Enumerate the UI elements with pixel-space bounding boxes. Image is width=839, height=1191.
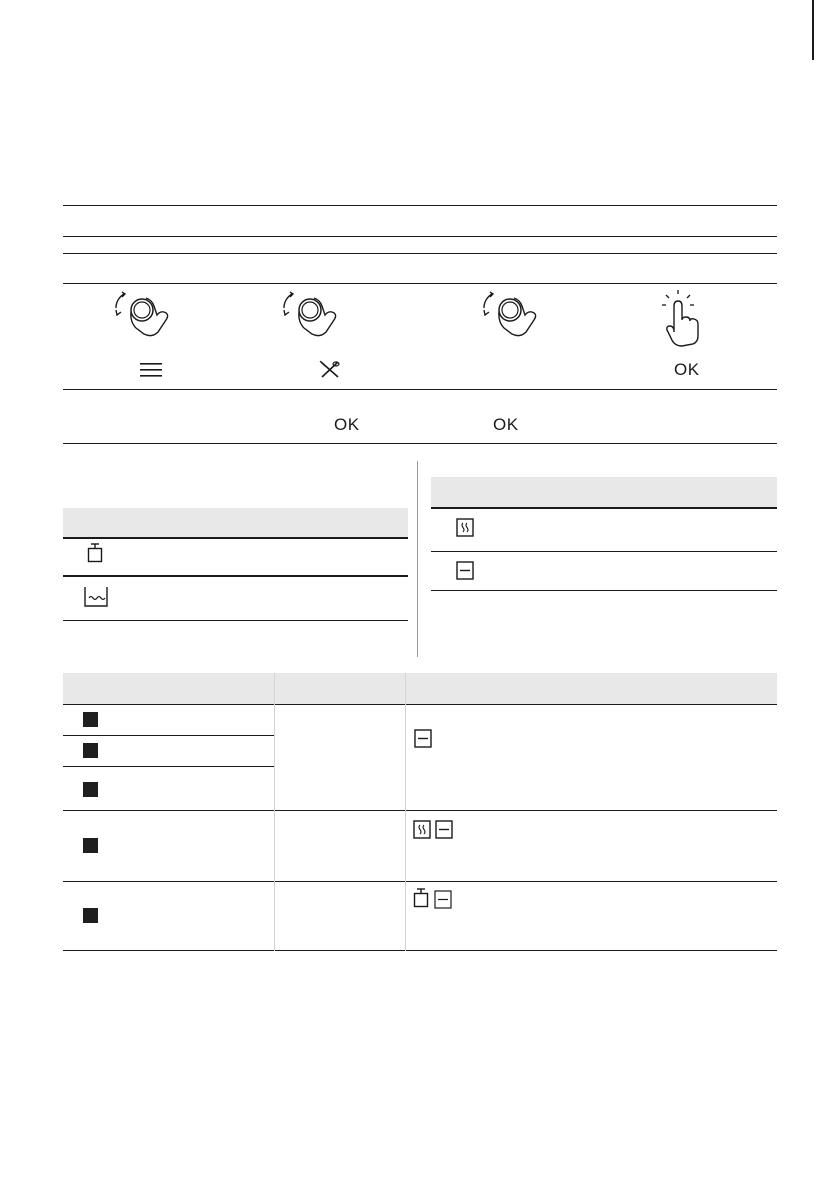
rule: [63, 236, 777, 237]
steam-box-icon: [413, 820, 431, 844]
column-divider: [417, 461, 418, 657]
heat-box-icon: [435, 820, 453, 844]
rule: [63, 283, 777, 284]
rule: [431, 551, 777, 552]
rule: [63, 766, 274, 767]
rule: [431, 507, 777, 509]
ok-label: OK: [334, 415, 360, 434]
margin-line: [812, 0, 814, 60]
cutlery-icon: [319, 360, 341, 383]
table-header: [63, 508, 408, 537]
rule: [63, 575, 408, 577]
row-marker: [83, 908, 98, 923]
column-divider: [405, 673, 406, 951]
turn-knob-hand-icon: [276, 286, 356, 381]
step-turn-knob: [476, 286, 596, 381]
water-tray-icon: [84, 586, 108, 613]
heat-box-icon: [414, 729, 432, 753]
rule: [63, 537, 408, 539]
column-divider: [274, 673, 275, 951]
row-marker: [83, 743, 98, 758]
rule: [63, 253, 777, 254]
heat-box-icon: [456, 561, 474, 585]
turn-knob-hand-icon: [476, 286, 556, 381]
rule: [63, 620, 408, 621]
press-finger-icon: [658, 290, 718, 355]
rule: [63, 881, 777, 882]
rule: [63, 443, 777, 444]
table-header: [431, 477, 777, 507]
rule: [63, 950, 777, 951]
rule: [431, 590, 777, 591]
menu-icon: [140, 362, 162, 383]
heat-box-icon: [434, 890, 452, 914]
timer-icon: [87, 543, 103, 568]
row-marker: [83, 712, 98, 727]
ok-label: OK: [493, 415, 519, 434]
ok-label: OK: [674, 360, 700, 379]
row-marker: [83, 838, 98, 853]
timer-icon: [413, 888, 429, 913]
rule: [63, 735, 274, 736]
rule: [63, 389, 777, 390]
steam-box-icon: [456, 518, 474, 542]
rule: [63, 704, 777, 705]
table-header: [63, 673, 777, 704]
row-marker: [83, 782, 98, 797]
rule: [63, 810, 777, 811]
step-turn-knob-menu: [108, 286, 228, 381]
rule: [63, 205, 777, 206]
